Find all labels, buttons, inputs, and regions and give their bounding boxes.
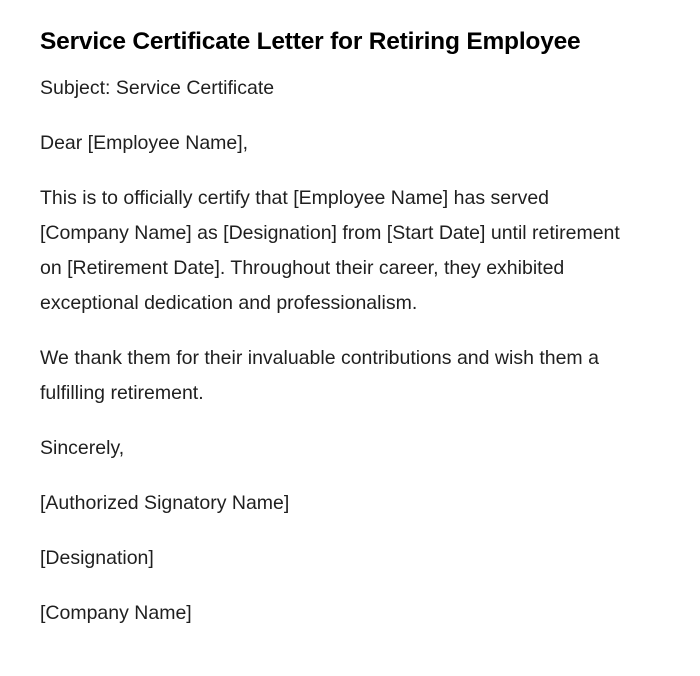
- subject-line: Subject: Service Certificate: [40, 77, 275, 99]
- signatory-designation: [Designation]: [40, 547, 154, 569]
- signatory-name: [Authorized Signatory Name]: [40, 492, 290, 514]
- body-paragraph-2: We thank them for their invaluable contributions and wish them a fulfilling retirement.: [40, 347, 599, 404]
- salutation: Dear [Employee Name],: [40, 132, 249, 154]
- closing: Sincerely,: [40, 437, 125, 459]
- document-title: Service Certificate Letter for Retiring Employee: [40, 28, 581, 55]
- signatory-company: [Company Name]: [40, 602, 192, 624]
- body-paragraph-1: This is to officially certify that [Employee Name] has served [Company Name] as [Designation] from [Start Date] until retirement on [Retirement Date]. Throughout their career, they exhibited exceptional dedication and professionalism.: [40, 187, 620, 314]
